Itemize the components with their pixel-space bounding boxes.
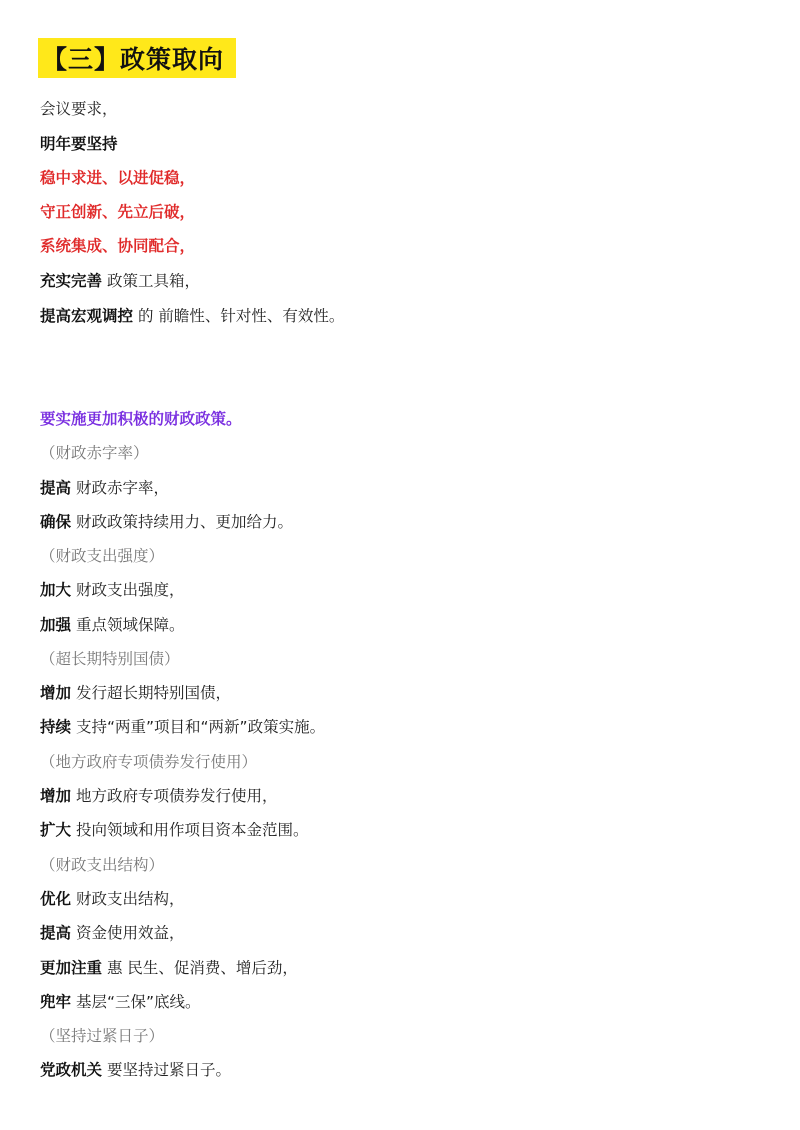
plain-text: 要坚持过紧日子。 [102,1061,231,1079]
plain-text: 资金使用效益， [71,924,185,942]
bold-text: 提高 [40,479,72,497]
intro-line [40,270,200,292]
list-item [40,682,231,704]
list-item [40,888,184,910]
plain-text: 地方政府专项债券发行使用， [71,787,278,805]
fiscal-policy-title: 要实施更加积极的财政政策。 [40,410,242,428]
bold-text: 提高 [40,924,72,942]
plain-text: 财政赤字率， [71,479,169,497]
list-item [40,579,184,601]
list-item [40,785,277,807]
intro-line-bold [40,133,118,155]
bold-text: 扩大 [40,821,72,839]
bold-text: 增加 [40,684,72,702]
plain-text: 支持“两重”项目和“两新”政策实施。 [71,718,326,736]
intro-line: 会议要求， [40,100,118,118]
list-item [40,511,293,533]
bold-text: 优化 [40,890,72,908]
list-item [40,1059,231,1081]
bold-text: 明年要坚持 [40,135,118,153]
plain-text: 财政政策持续用力、更加给力。 [71,513,293,531]
red-principle-2: 守正创新、先立后破， [40,203,196,221]
list-item [40,716,325,738]
list-item [40,819,308,841]
section-label: （财政赤字率） [40,444,149,462]
bold-text: 提高宏观调控 [40,307,134,325]
bold-text: 确保 [40,513,72,531]
section-label: （坚持过紧日子） [40,1027,165,1045]
list-item [40,922,184,944]
bold-text: 党政机关 [40,1061,103,1079]
plain-text: 惠 民生、促消费、增后劲， [102,959,298,977]
bold-text: 兜牢 [40,993,72,1011]
section-label: （财政支出强度） [40,547,165,565]
bold-text: 加大 [40,581,72,599]
plain-text: 投向领域和用作项目资本金范围。 [71,821,309,839]
section-label: （地方政府专项债券发行使用） [40,753,258,771]
plain-text: 财政支出强度， [71,581,185,599]
bold-text: 持续 [40,718,72,736]
list-item [40,991,201,1013]
list-item [40,614,184,636]
plain-text: 政策工具箱， [102,272,200,290]
section-heading: 【三】政策取向 [38,38,236,78]
plain-text: 的 前瞻性、针对性、有效性。 [133,307,345,325]
bold-text: 增加 [40,787,72,805]
list-item [40,957,298,979]
red-principle-3: 系统集成、协同配合， [40,237,196,255]
list-item [40,477,169,499]
bold-text: 充实完善 [40,272,103,290]
intro-line [40,305,344,327]
bold-text: 加强 [40,616,72,634]
plain-text: 基层“三保”底线。 [71,993,201,1011]
section-label: （财政支出结构） [40,856,165,874]
plain-text: 发行超长期特别国债， [71,684,231,702]
bold-text: 更加注重 [40,959,103,977]
red-principle-1: 稳中求进、以进促稳， [40,169,196,187]
plain-text: 重点领域保障。 [71,616,185,634]
section-label: （超长期特别国债） [40,650,180,668]
plain-text: 财政支出结构， [71,890,185,908]
